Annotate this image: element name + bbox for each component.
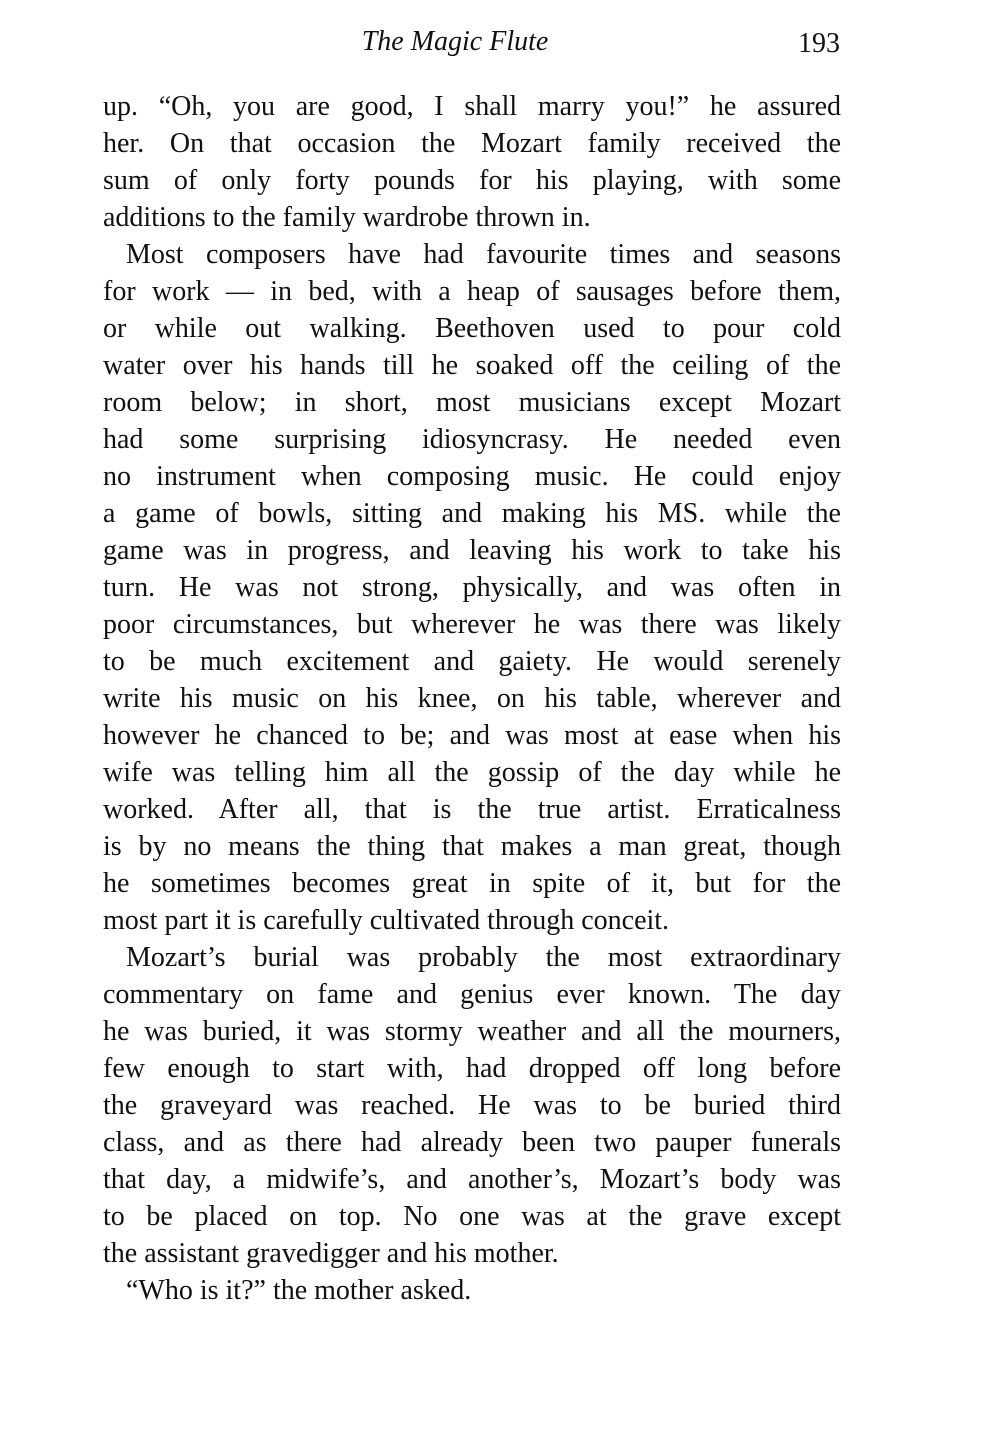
text-line: additions to the family wardrobe thrown in. xyxy=(103,202,591,233)
text-line: game was in progress, and leaving his work to take his xyxy=(103,535,841,566)
running-head-title xyxy=(0,26,1000,58)
text-line: poor circumstances, but wherever he was there was likely xyxy=(103,609,841,640)
text-line: to be much excitement and gaiety. He would serenely xyxy=(103,646,841,677)
text-line: her. On that occasion the Mozart family received the xyxy=(103,128,841,159)
text-line: Mozart’s burial was probably the most extraordinary xyxy=(126,942,841,973)
text-line: water over his hands till he soaked off the ceiling of the xyxy=(103,350,841,381)
text-line: class, and as there had already been two pauper funerals xyxy=(103,1127,841,1158)
text-line: Most composers have had favourite times and seasons xyxy=(126,239,841,270)
body-text xyxy=(103,88,841,1309)
text-line: the graveyard was reached. He was to be buried third xyxy=(103,1090,841,1121)
text-line: that day, a midwife’s, and another’s, Mozart’s body was xyxy=(103,1164,841,1195)
text-line: is by no means the thing that makes a man great, though xyxy=(103,831,841,862)
text-line: up. “Oh, you are good, I shall marry you!” he assured xyxy=(103,91,841,122)
text-line: he sometimes becomes great in spite of it, but for the xyxy=(103,868,841,899)
text-line: he was buried, it was stormy weather and all the mourners, xyxy=(103,1016,841,1047)
text-line: most part it is carefully cultivated through conceit. xyxy=(103,905,670,936)
text-line: for work — in bed, with a heap of sausages before them, xyxy=(103,276,841,307)
text-line: however he chanced to be; and was most at ease when his xyxy=(103,720,841,751)
text-line: commentary on fame and genius ever known. The day xyxy=(103,979,841,1010)
text-line: “Who is it?” the mother asked. xyxy=(126,1275,472,1306)
page-number: 193 xyxy=(798,28,840,59)
text-line: to be placed on top. No one was at the grave except xyxy=(103,1201,841,1232)
running-head-title-text: The Magic Flute xyxy=(361,26,549,57)
text-line: no instrument when composing music. He could enjoy xyxy=(103,461,841,492)
text-line: a game of bowls, sitting and making his MS. while the xyxy=(103,498,841,529)
text-line: write his music on his knee, on his table, wherever and xyxy=(103,683,841,714)
text-line: room below; in short, most musicians except Mozart xyxy=(103,387,841,418)
text-line: few enough to start with, had dropped off long before xyxy=(103,1053,841,1084)
text-line: turn. He was not strong, physically, and was often in xyxy=(103,572,841,603)
text-line: or while out walking. Beethoven used to pour cold xyxy=(103,313,841,344)
text-line: worked. After all, that is the true artist. Erraticalness xyxy=(103,794,841,825)
text-line: sum of only forty pounds for his playing, with some xyxy=(103,165,841,196)
text-line: the assistant gravedigger and his mother. xyxy=(103,1238,559,1269)
text-line: wife was telling him all the gossip of the day while he xyxy=(103,757,841,788)
text-line: had some surprising idiosyncrasy. He needed even xyxy=(103,424,841,455)
